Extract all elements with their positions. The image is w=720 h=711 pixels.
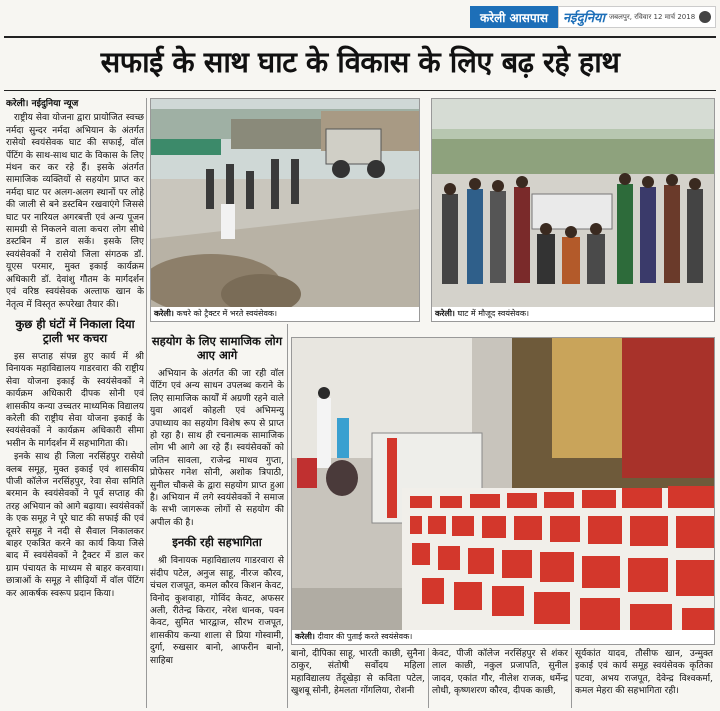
article-paragraph: इस सप्ताह संपन्न हुए कार्य में श्री विनायक महाविद्यालय गाडरवारा की राष्ट्रीय सेवा योजना इकाई के स्वयंसेवकों ने कार्यक्रम अधिकारी दीपक सोनी एवं शासकीय कन्या उच्चतर माध्यमिक विद्यालय करेली की राष्ट्रीय सेवा योजना इकाई के स्वयंसेवकों ने कार्यक्रम अधिकारी सीमा भसीन के मार्गदर्शन में सहभागिता की। bbox=[6, 351, 144, 449]
caption-place: करेली। bbox=[295, 632, 315, 641]
masthead-bar bbox=[470, 6, 710, 28]
byline: करेली। नईदुनिया न्यूज bbox=[6, 99, 79, 109]
column-divider bbox=[287, 324, 288, 708]
photo-wall-scene bbox=[292, 338, 714, 644]
masthead bbox=[558, 6, 716, 28]
article-paragraph: श्री विनायक महाविद्यालय गाडरवारा से संदीप पटेल, अनुज साहू, नीरज कौरव, चंचल राजपूत, कमल कौरव किशन केवट, विनोद कुशवाहा, गोविंद केवट, अफसर अली, रीतेन्द्र किरार, नरेश धानक, पवन केवट, सुमित भारद्वाज, सौरभ राजपूत, शासकीय कन्या शाला से प्रिया गोस्वामी, दुर्गा, रुखसार बानो, आफरीन बानो, साहिबा bbox=[150, 556, 284, 666]
caption-text: कचरे को ट्रैक्टर में भरते स्वयंसेवक। bbox=[176, 309, 278, 318]
caption-place: करेली। bbox=[154, 309, 174, 318]
article-column-4 bbox=[432, 648, 568, 708]
column-divider bbox=[571, 648, 572, 708]
article-paragraph: केवट, पीजी कॉलेज नरसिंहपुर से शंकर लाल काछी, नकुल प्रजापति, सुनील जादव, एकांत गौर, नीलेश राजक, धर्मेन्द्र लोधी, कृष्णशरण कौरव, दीपक काछी, bbox=[432, 649, 568, 697]
photo-caption bbox=[292, 630, 714, 644]
column-divider bbox=[428, 648, 429, 708]
article-paragraph: सूर्यकांत यादव, तौसीफ खान, उन्मुक्त इकाई एवं कार्य समूह स्वयंसेवक कृतिका पटवा, अभय राजपूत, देवेन्द्र विश्वकर्मा, कमल मेहरा की सहभागिता रही। bbox=[575, 649, 713, 697]
subhead-social-support: सहयोग के लिए सामाजिक लोग आए आगे bbox=[151, 334, 283, 362]
photo-caption bbox=[151, 307, 419, 321]
article-paragraph: अभियान के अंतर्गत की जा रही वॉल पेंटिंग एवं अन्य साधन उपलब्ध कराने के लिए सामाजिक कार्यों में अग्रणी रहने वाले युवा आदर्श कोहली एवं अभिमन्यु उपाध्याय का सहयोग विशेष रूप से प्राप्त हो रहा है। साथ ही रचनात्मक सामाजिक लोग भी आगे आ रहे हैं। स्वयंसेवकों को जतिन सावला, राजेन्द्र माधव गुप्ता, प्रोफेसर गनेश सोनी, अशोक त्रिपाठी, सुनील चौकसे के द्वारा सहयोग प्राप्त हुआ है। अभियान में लगे स्वयंसेवकों ने समाज के सभी जागरूक लोगों से सहयोग की अपील की है। bbox=[150, 369, 284, 528]
article-paragraph: राष्ट्रीय सेवा योजना द्वारा प्रायोजित स्वच्छ नर्मदा सुन्दर नर्मदा अभियान के अंतर्गत रासेयो स्वयंसेवक घाट की सफाई, वॉल पेंटिंग के साथ-साथ घाट के विकास के लिए मंथन कर कर रहे हैं। इसके अंतर्गत सामाजिक व्यक्तियों से सहयोग प्राप्त कर नर्मदा घाट पर अलग-अलग स्थानों पर लोहे की जाली से बने डस्टबिन रखवाएंगे जिससे घाट पर नारियल अगरबत्ती एवं अन्य पूजन सामग्री से निकलने वाला कचरा लोग सीधे डस्टबिन में डाल सकें। इसके लिए स्वयंसेवकों ने रासेयो जिला संगठक डॉ. यूएस परमार, मुक्त इकाई कार्यक्रम अधिकारी डॉ. देवांशु गौतम के मार्गदर्शन एवं वरिष्ठ स्वयंसेवक अल्ताफ खान के नेतृत्व में विस्तृत रूपरेखा तैयार की। bbox=[6, 113, 144, 310]
article-column-3 bbox=[291, 648, 425, 708]
article-column-1 bbox=[6, 98, 144, 708]
subhead-participation: इनकी रही सहभागिता bbox=[172, 535, 262, 550]
photo-wall-painting bbox=[291, 337, 715, 645]
section-tag: करेली आसपास bbox=[470, 6, 558, 28]
article-paragraph: इनके साथ ही जिला नरसिंहपुर रासेयो क्लब समूह, मुक्त इकाई एवं शासकीय पीजी कॉलेज नरसिंहपुर, रेवा सेवा समिति बरमान के स्वयंसेवकों ने पूर्व सप्ताह की तरह अभियान को आगे बढ़ाया। स्वयंसेवकों के एक समूह ने पूरे घाट की सफाई की एवं दूसरे समूह ने नदी से सैवाल निकालकर बाहर एकत्रित करने का कार्य किया जिसे बाद में स्वयंसेवकों ने ट्रैक्टर में डाल कर ग्राम पंचायत के माध्यम से बाहर करवाया। छात्राओं के समूह ने सीढ़ियों में वॉल पेंटिंग कर आकर्षक स्वरूप प्रदान किया। bbox=[6, 452, 144, 599]
photo-tractor-scene bbox=[151, 99, 419, 321]
photo-tractor-cleanup bbox=[150, 98, 420, 322]
article-column-5 bbox=[575, 648, 713, 708]
brand-name: नईदुनिया bbox=[562, 11, 605, 26]
subhead-garbage: कुछ ही घंटों में निकाला दिया ट्राली भर कचरा bbox=[15, 316, 135, 345]
headline: सफाई के साथ घाट के विकास के लिए बढ़ रहे हाथ bbox=[100, 45, 620, 79]
column-divider bbox=[146, 98, 147, 708]
caption-text: घाट में मौजूद स्वयंसेवक। bbox=[457, 309, 530, 318]
brand-logo-icon bbox=[699, 11, 711, 23]
headline-rule bbox=[4, 90, 716, 91]
article-paragraph: बानो, दीपिका साहू, भारती काछी, सुनैना ठाकुर, संतोषी सर्वोदय महिला महाविद्यालय तेंदूखेड़ा से कविता पटेल, खुशबू सोनी, हेमलता गोंगलिया, रोशनी bbox=[291, 649, 425, 697]
photo-volunteers-group bbox=[431, 98, 715, 322]
caption-text: दीवार की पुताई करते स्वयंसेवक। bbox=[317, 632, 413, 641]
dateline: जबलपुर, रविवार 12 मार्च 2018 bbox=[608, 12, 696, 21]
photo-caption bbox=[432, 307, 714, 321]
photo-group-scene bbox=[432, 99, 714, 321]
caption-place: करेली। bbox=[435, 309, 455, 318]
article-column-2 bbox=[150, 324, 284, 708]
top-rule bbox=[4, 36, 716, 38]
